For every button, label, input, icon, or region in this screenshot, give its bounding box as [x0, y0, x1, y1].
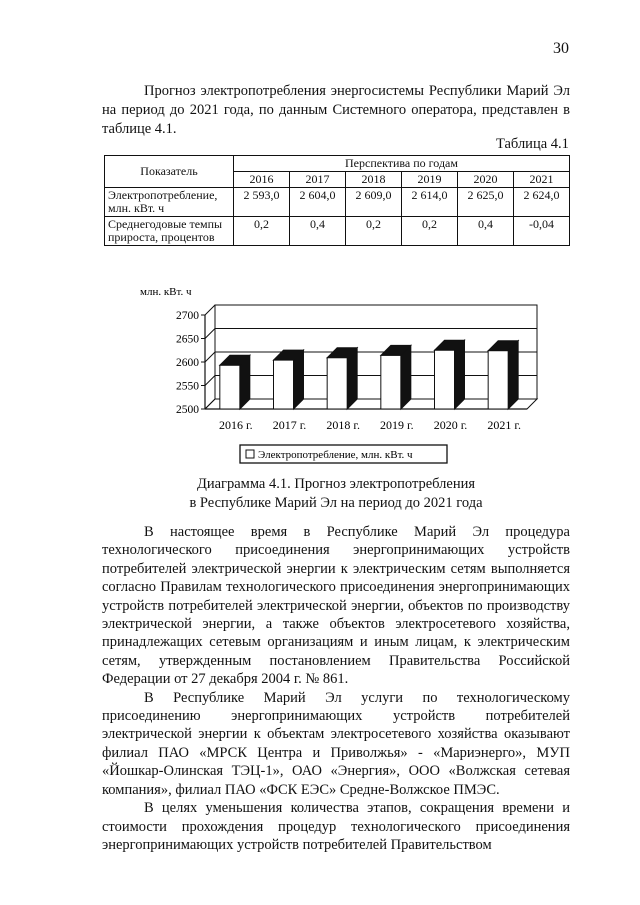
table-row	[105, 217, 570, 246]
x-tick-label: 2017 г.	[272, 418, 307, 432]
table-cell: 2 625,0	[458, 188, 514, 217]
legend-label: Электропотребление, млн. кВт. ч	[258, 449, 413, 461]
x-tick-label: 2020 г.	[433, 418, 468, 432]
row-indicator: Среднегодовые темпы прироста, процентов	[105, 217, 234, 246]
table-caption: Таблица 4.1	[496, 136, 569, 152]
table-cell: 2 593,0	[234, 188, 290, 217]
header-year: 2021	[514, 172, 570, 188]
y-axis-label: млн. кВт. ч	[140, 286, 192, 298]
bar	[381, 355, 401, 409]
table-cell: 2 609,0	[346, 188, 402, 217]
table-row	[105, 188, 570, 217]
header-year: 2016	[234, 172, 290, 188]
chart-caption	[102, 475, 570, 513]
bar-side	[508, 341, 518, 409]
y-tick-label: 2700	[176, 310, 199, 322]
y-tick-label: 2550	[176, 380, 199, 393]
table-header-row	[105, 156, 570, 172]
table-cell: 0,2	[234, 217, 290, 246]
table-cell: 2 624,0	[514, 188, 570, 217]
table-cell: -0,04	[514, 217, 570, 246]
bar-side	[401, 345, 411, 409]
chart-svg	[140, 283, 560, 473]
header-group: Перспектива по годам	[234, 156, 570, 172]
x-tick-label: 2019 г.	[380, 418, 414, 432]
header-year: 2019	[402, 172, 458, 188]
bar	[488, 351, 508, 409]
header-year: 2020	[458, 172, 514, 188]
y-tick-label: 2600	[176, 357, 199, 369]
bar-side	[455, 340, 465, 409]
body-paragraph: В настоящее время в Республике Марий Эл процедура технологического присоединения энергопринимающих устройств потребителей электрической энергии к электрическим сетям выполняется согласно Правилам технологического присоединения энергопринимающих устройств потребителей электрической энергии, объектов по производству электрической энергии, а также объектов электросетевого хозяйства, принадлежащих сетевым организациям и иным лицам, к электрическим сетям, утвержденным постановлением Правительства Российской Федерации от 27 декабря 2004 г. № 861.	[102, 524, 570, 688]
consumption-chart	[140, 283, 560, 473]
body-text	[102, 523, 570, 854]
legend-swatch	[246, 450, 254, 458]
x-tick-label: 2016 г.	[219, 418, 253, 432]
body-paragraph: В целях уменьшения количества этапов, сокращения времени и стоимости прохождения процедур технологического присоединения энергопринимающих устройств потребителей Правительством	[102, 800, 570, 853]
chart-caption-line: Диаграмма 4.1. Прогноз электропотребления	[196, 476, 476, 492]
table-cell: 2 614,0	[402, 188, 458, 217]
bar	[327, 358, 347, 409]
bar	[220, 365, 240, 409]
header-year: 2018	[346, 172, 402, 188]
chart-caption-line: в Республике Марий Эл на период до 2021 года	[189, 495, 483, 511]
header-year: 2017	[290, 172, 346, 188]
forecast-table	[104, 155, 570, 246]
page-number: 30	[553, 40, 569, 57]
table-cell: 0,2	[402, 217, 458, 246]
x-tick-label: 2018 г.	[326, 418, 360, 432]
table-cell: 0,4	[290, 217, 346, 246]
y-tick-label: 2500	[176, 404, 199, 416]
header-indicator: Показатель	[105, 156, 234, 188]
row-indicator: Электропотребление, млн. кВт. ч	[105, 188, 234, 217]
bar	[435, 350, 455, 409]
chart-floor	[205, 399, 537, 409]
x-tick-label: 2021 г.	[487, 418, 521, 432]
table-cell: 0,2	[346, 217, 402, 246]
body-paragraph: В Республике Марий Эл услуги по технологическому присоединению энергопринимающих устройств потребителей электрической энергии к объектам электросетевого хозяйства оказывают филиал ПАО «МРСК Центра и Приволжья» - «Мариэнерго», МУП «Йошкар-Олинская ТЭЦ-1», ОАО «Энергия», ООО «Волжская сетевая компания», филиал ПАО «ФСК ЕЭС» Средне-Волжское ПМЭС.	[102, 689, 570, 798]
table-cell: 0,4	[458, 217, 514, 246]
y-tick-label: 2650	[176, 333, 199, 346]
bar	[274, 360, 294, 409]
intro-paragraph: Прогноз электропотребления энергосистемы Республики Марий Эл на период до 2021 года, по данным Системного оператора, представлен в таблице 4.1.	[102, 83, 570, 137]
table-cell: 2 604,0	[290, 188, 346, 217]
